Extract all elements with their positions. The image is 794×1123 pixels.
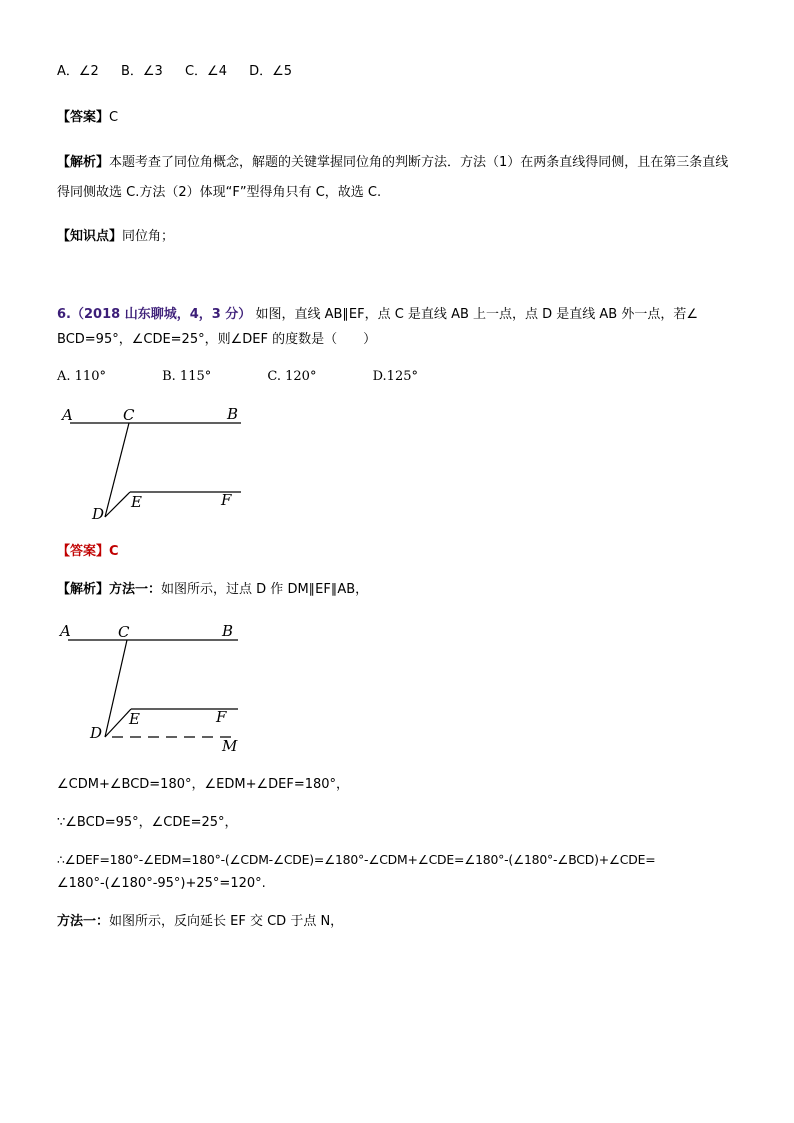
q5-knowledge-text: 同位角；	[122, 229, 175, 244]
q5-options	[57, 64, 292, 80]
label-a: A	[60, 622, 71, 640]
q5-analysis-text: 本题考查了同位角概念，解题的关键掌握同位角的判断方法．方法（1）在两条直线得同侧，且在第三条直线得同侧故选 C.方法（2）体现“F”型得角只有 C，故选 C.	[57, 155, 729, 200]
q6-eq3	[57, 852, 655, 868]
q6-eq1	[57, 777, 349, 793]
label-d: D	[90, 724, 103, 742]
q5-option-a: A．∠2	[57, 64, 99, 79]
q6-stem-text2: BCD=95°，∠CDE=25°，则∠DEF 的度数是（ ）	[57, 332, 377, 347]
q6-figure-1	[58, 400, 248, 525]
q6-method2-text: 如图所示，反向延长 EF 交 CD 于点 N，	[109, 914, 344, 929]
q5-answer	[57, 110, 118, 126]
q6-eq3-text: ∴∠DEF=180°-∠EDM=180°-(∠CDM-∠CDE)=∠180°-∠CDM+∠CDE=∠180°-(∠180°-∠BCD)+∠CDE=	[57, 852, 656, 867]
q5-answer-tag: 【答案】	[57, 110, 110, 125]
q5-answer-value: C	[109, 110, 119, 125]
q6-stem-line2	[57, 332, 376, 348]
label-b: B	[222, 622, 234, 640]
label-e: E	[129, 710, 140, 728]
label-c: C	[118, 623, 130, 641]
label-c: C	[123, 406, 135, 424]
q6-eq1-text: ∠CDM+∠BCD=180°，∠EDM+∠DEF=180°，	[57, 777, 350, 792]
q6-answer-value: C	[109, 544, 119, 559]
q6-eq4	[57, 876, 266, 892]
line-cd	[105, 423, 129, 517]
label-f: F	[221, 491, 232, 509]
q6-answer-tag: 【答案】	[57, 544, 110, 559]
q6-method1-label: 方法一：	[109, 582, 162, 597]
line-de	[105, 709, 131, 737]
q6-option-d: D.125°	[372, 369, 418, 384]
q6-eq2-text: ∵∠BCD=95°，∠CDE=25°，	[57, 815, 238, 830]
q6-options	[57, 369, 418, 385]
q6-method2	[57, 914, 343, 930]
q5-option-d: D．∠5	[249, 64, 293, 79]
label-a: A	[62, 406, 73, 424]
q6-method2-label: 方法一：	[57, 914, 110, 929]
q5-option-b: B．∠3	[120, 64, 163, 79]
q6-method1	[57, 582, 368, 598]
label-m: M	[222, 737, 238, 755]
q6-method1-text: 如图所示，过点 D 作 DM∥EF∥AB，	[161, 582, 369, 597]
label-e: E	[131, 493, 142, 511]
q6-stem-text1: 如图，直线 AB∥EF，点 C 是直线 AB 上一点，点 D 是直线 AB 外一点，若∠	[255, 307, 699, 322]
q6-option-c: C. 120°	[267, 369, 317, 384]
q6-option-a: A. 110°	[57, 369, 106, 384]
q6-analysis-tag: 【解析】	[57, 582, 110, 597]
q6-answer	[57, 544, 119, 560]
q6-eq4-text: ∠180°-(∠180°-95°)+25°=120°.	[57, 876, 266, 891]
line-cd	[105, 640, 127, 737]
q6-eq2	[57, 815, 238, 831]
q6-source: 6.（2018 山东聊城，4，3 分）	[57, 307, 252, 322]
q5-knowledge	[57, 229, 174, 245]
q5-analysis-tag: 【解析】	[57, 155, 110, 170]
q6-option-b: B. 115°	[162, 369, 212, 384]
q5-analysis	[57, 148, 739, 208]
q5-option-c: C．∠4	[184, 64, 227, 79]
label-d: D	[92, 505, 105, 523]
q6-stem-line1	[57, 307, 698, 323]
q6-figure-2	[58, 620, 248, 755]
q5-knowledge-tag: 【知识点】	[57, 229, 123, 244]
label-f: F	[216, 708, 227, 726]
label-b: B	[227, 405, 239, 423]
